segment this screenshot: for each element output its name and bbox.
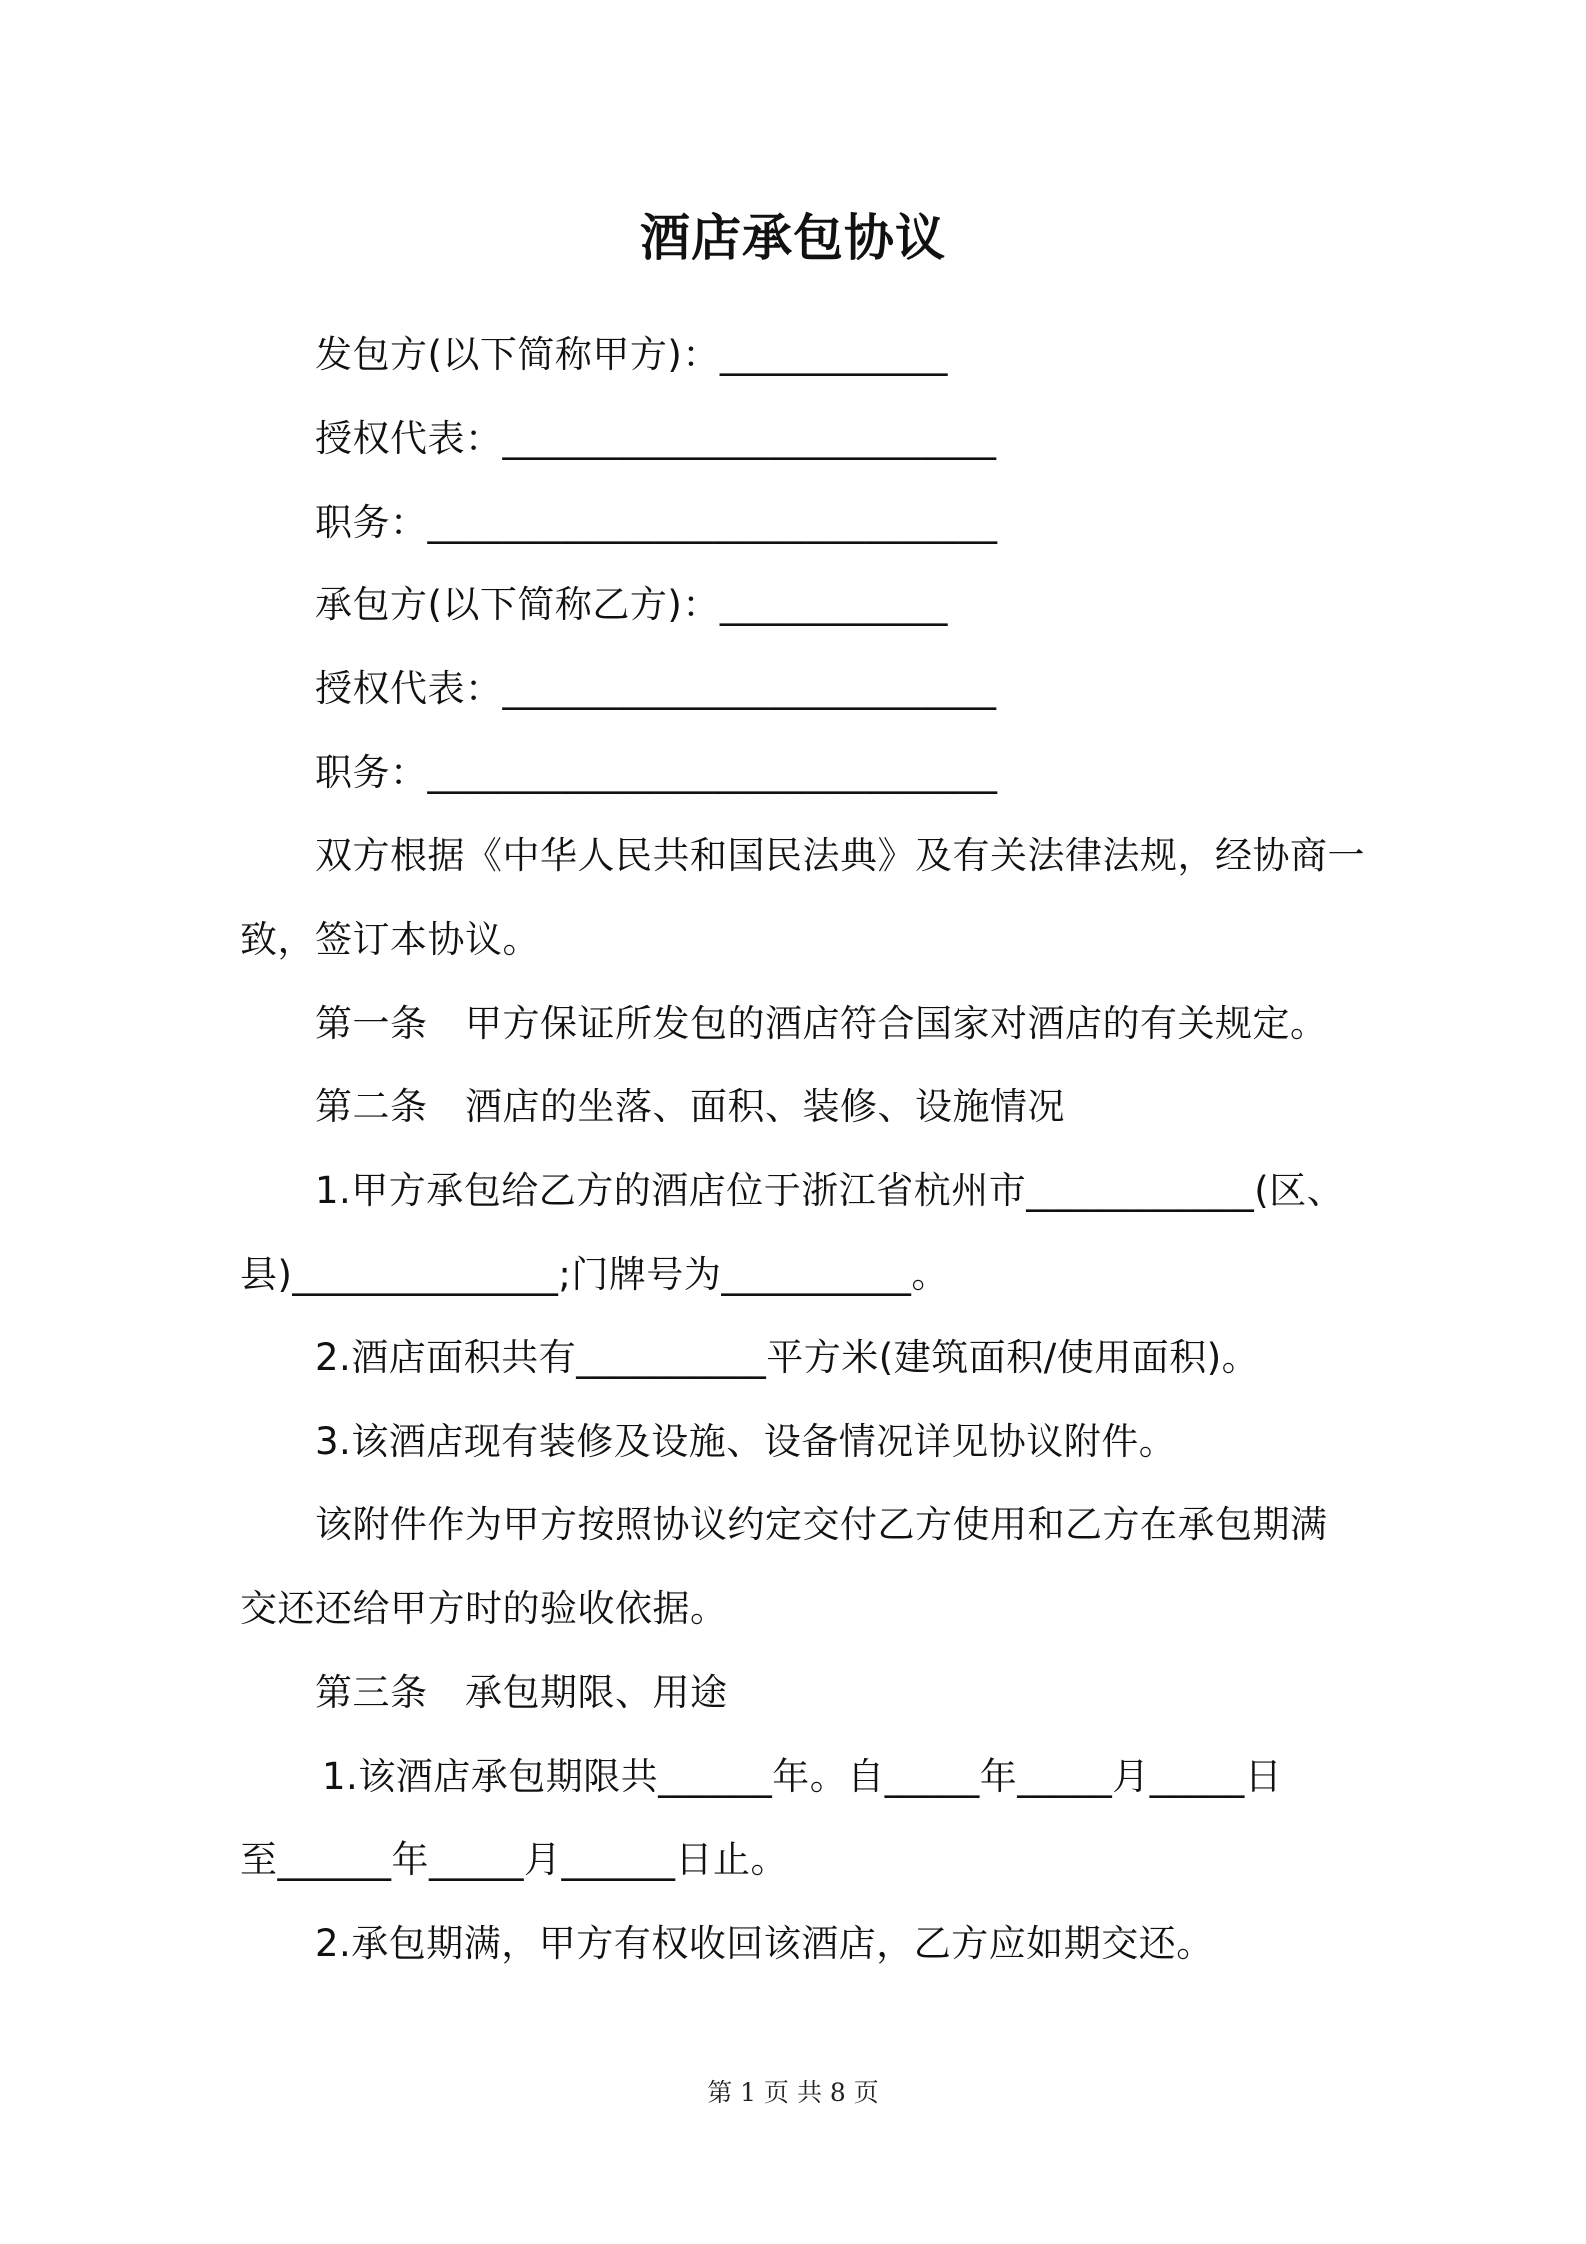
article-3-item-1-line-1: 1.该酒店承包期限共______年。自_____年_____月_____日 <box>322 1755 1283 1798</box>
article-2-item-1-line-2: 县)______________;门牌号为__________。 <box>240 1253 949 1296</box>
article-1: 第一条 甲方保证所发包的酒店符合国家对酒店的有关规定。 <box>315 1002 1328 1045</box>
annex-note-line-1: 该附件作为甲方按照协议约定交付乙方使用和乙方在承包期满 <box>315 1503 1328 1546</box>
article-2-item-1-line-1: 1.甲方承包给乙方的酒店位于浙江省杭州市____________(区、 <box>315 1169 1345 1212</box>
annex-note-line-2: 交还还给甲方时的验收依据。 <box>240 1587 728 1630</box>
article-3-item-2: 2.承包期满，甲方有权收回该酒店，乙方应如期交还。 <box>315 1922 1214 1965</box>
article-3-item-1-line-2: 至______年_____月______日止。 <box>240 1838 788 1881</box>
party-a-representative-line: 授权代表：__________________________ <box>315 417 997 460</box>
preamble-line-1: 双方根据《中华人民共和国民法典》及有关法律法规，经协商一 <box>315 834 1365 877</box>
article-2-item-3: 3.该酒店现有装修及设施、设备情况详见协议附件。 <box>315 1420 1177 1463</box>
preamble-line-2: 致，签订本协议。 <box>240 918 540 961</box>
article-2-item-2: 2.酒店面积共有__________平方米(建筑面积/使用面积)。 <box>315 1336 1260 1379</box>
party-a-line: 发包方(以下简称甲方)：____________ <box>315 333 948 376</box>
party-b-position-line: 职务：______________________________ <box>315 751 998 794</box>
page-number-footer: 第 1 页 共 8 页 <box>707 2078 879 2107</box>
document-title: 酒店承包协议 <box>640 208 946 267</box>
party-b-representative-line: 授权代表：__________________________ <box>315 667 997 710</box>
party-a-position-line: 职务：______________________________ <box>315 501 998 544</box>
article-3-heading: 第三条 承包期限、用途 <box>315 1671 728 1714</box>
article-2-heading: 第二条 酒店的坐落、面积、装修、设施情况 <box>315 1085 1065 1128</box>
party-b-line: 承包方(以下简称乙方)：____________ <box>315 583 948 626</box>
